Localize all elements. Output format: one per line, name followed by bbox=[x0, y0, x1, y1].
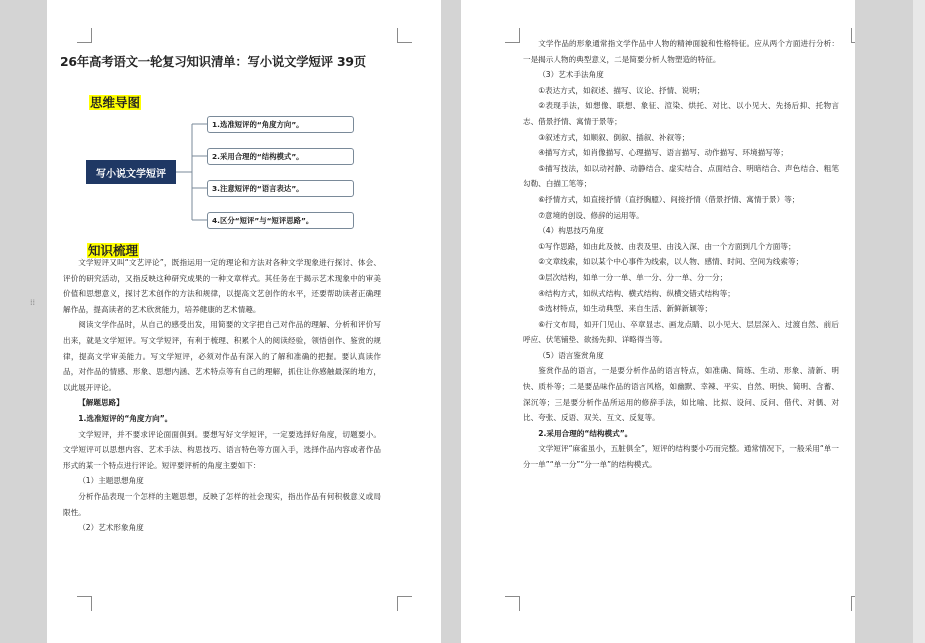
subheading: （5）语言鉴赏角度 bbox=[538, 350, 604, 360]
list-item: ⑤选材特点，如生动典型、来自生活、新鲜新颖等； bbox=[538, 304, 713, 314]
mindmap-root-node: 写小说文学短评 bbox=[86, 160, 176, 184]
point2-heading: 2.采用合理的“结构模式”。 bbox=[538, 428, 633, 438]
solution-heading: 【解题思路】 bbox=[78, 398, 124, 408]
mindmap-heading: 思维导图 bbox=[90, 95, 141, 110]
drag-handle-icon[interactable]: ⁞⁞ bbox=[30, 298, 36, 307]
document-page-2 bbox=[461, 0, 855, 643]
paragraph: 分析作品表现一个怎样的主题思想，反映了怎样的社会现实，指出作品有何积极意义或局限性。 bbox=[63, 491, 381, 517]
crop-mark bbox=[851, 596, 855, 611]
knowledge-heading: 知识梳理 bbox=[88, 243, 139, 258]
subheading: （2）艺术形象角度 bbox=[78, 523, 144, 533]
list-item: ④描写方式，如肖像描写、心理描写、语言描写、动作描写、环境描写等； bbox=[538, 148, 788, 158]
paragraph: 文学作品的形象通常指文学作品中人物的精神面貌和性格特征。应从两个方面进行分析：一是揭示人物的典型意义，二是简要分析人物塑造的特征。 bbox=[523, 39, 839, 64]
paragraph: 文学短评“麻雀虽小，五脏俱全”，短评的结构要小巧而完整。通常情况下，一般采用“单一分一单”“单一分”“分一单”的结构模式。 bbox=[523, 444, 839, 470]
mindmap-branch-2: 2.采用合理的“结构模式”。 bbox=[207, 148, 354, 165]
crop-mark bbox=[397, 596, 412, 611]
list-item: ③层次结构，如单一分一单、单一分、分一单、分一分； bbox=[538, 272, 728, 282]
list-item: ⑥行文布局，如开门见山、卒章显志、画龙点睛、以小见大、层层深入、过渡自然、前后呼应、伏笔铺垫、欲扬先抑、详略得当等。 bbox=[523, 319, 839, 345]
paragraph: 鉴赏作品的语言，一是要分析作品的语言特点，如准确、简练、生动、形象、清新、明快、质朴等；二是要品味作品的语言风格，如幽默、幸辣、平实、自然、明快、简明、含蓄、深沉等；三是要分析作品所运用的修辞手法，如比喻、比拟、设问、反问、借代、对偶、对比、夸张、反语、双关、互文、反复等。 bbox=[523, 366, 839, 423]
crop-mark bbox=[505, 596, 520, 611]
paragraph: 阅读文学作品时，从自己的感受出发，用简要的文字把自己对作品的理解、分析和评价写出来，就是文学短评。写文学短评，有利于梳理、积累个人的阅读经验，领悟创作、鉴赏的规律，提高文学审美能力。写文学短评，必须对作品有深入的了解和准确的把握。要认真读作品，对作品的情感、形象、思想内涵、艺术特点等有自己的理解，抓住让你感触最深的地方，以此展开评论。 bbox=[63, 320, 381, 392]
paragraph: 文学短评，并不要求评论面面俱到。要想写好文学短评，一定要选择好角度，切题要小。文学短评可以思想内容、艺术手法、构思技巧、语言特色等方面入手，选择作品内容或者作品形式的某一个特点进行评论。短评要评析的角度主要如下： bbox=[63, 429, 381, 470]
document-title: 26年高考语文一轮复习知识清单：写小说文学短评 39页 bbox=[60, 54, 366, 69]
page2-body bbox=[523, 36, 839, 473]
document-page-1 bbox=[47, 0, 441, 643]
subheading: （4）构思技巧角度 bbox=[538, 226, 604, 236]
crop-mark bbox=[77, 596, 92, 611]
list-item: ⑤描写技法，如以动衬静、动静结合、虚实结合、点面结合、明暗结合、声色结合、粗笔勾勒、白描工笔等； bbox=[523, 163, 839, 189]
mindmap-branch-1: 1.选准短评的“角度方向”。 bbox=[207, 116, 354, 133]
crop-mark bbox=[851, 28, 855, 43]
mindmap-branch-3: 3.注意短评的“语言表达”。 bbox=[207, 180, 354, 197]
list-item: ③叙述方式，如顺叙、倒叙、插叙、补叙等； bbox=[538, 132, 690, 142]
list-item: ②表现手法，如想像、联想、象征、渲染、烘托、对比、以小见大、先扬后抑、托物言志、借景抒情、寓情于景等； bbox=[523, 101, 839, 126]
paragraph: 文学短评又叫“文艺评论”，既指运用一定的理论和方法对各种文学现象进行探讨、体会、评价的研究活动，又指反映这种研究成果的一种文章样式。其任务在于揭示艺术现象中的审美价值和思想意义，探讨艺术创作的方法和规律，以提高文艺创作的水平，还要帮助读者正确理解作品，提高读者的艺术欣赏能力，培养健康的艺术情趣。 bbox=[63, 258, 381, 314]
list-item: ②文章线索，如以某个中心事件为线索，以人物、感情、时间、空间为线索等； bbox=[538, 257, 804, 267]
list-item: ①写作思路，如由此及彼、由表及里、由浅入深、由一个方面到几个方面等； bbox=[538, 241, 796, 251]
mindmap-branch-4: 4.区分“短评”与“短评思路”。 bbox=[207, 212, 354, 229]
subheading: （3）艺术手法角度 bbox=[538, 70, 604, 80]
crop-mark bbox=[505, 28, 520, 43]
list-item: ④结构方式，如纵式结构、横式结构、纵横交错式结构等； bbox=[538, 288, 735, 298]
list-item: ①表达方式，如叙述、描写、议论、抒情、说明； bbox=[538, 85, 705, 95]
vertical-scrollbar[interactable] bbox=[913, 0, 925, 643]
page1-body bbox=[63, 255, 381, 536]
list-item: ⑦意境的创设、修辞的运用等。 bbox=[538, 210, 644, 220]
point1-heading: 1.选准短评的“角度方向”。 bbox=[78, 413, 173, 423]
subheading: （1）主题思想角度 bbox=[78, 476, 144, 486]
list-item: ⑥抒情方式，如直接抒情（直抒胸臆）、间接抒情（借景抒情、寓情于景）等； bbox=[538, 194, 800, 204]
